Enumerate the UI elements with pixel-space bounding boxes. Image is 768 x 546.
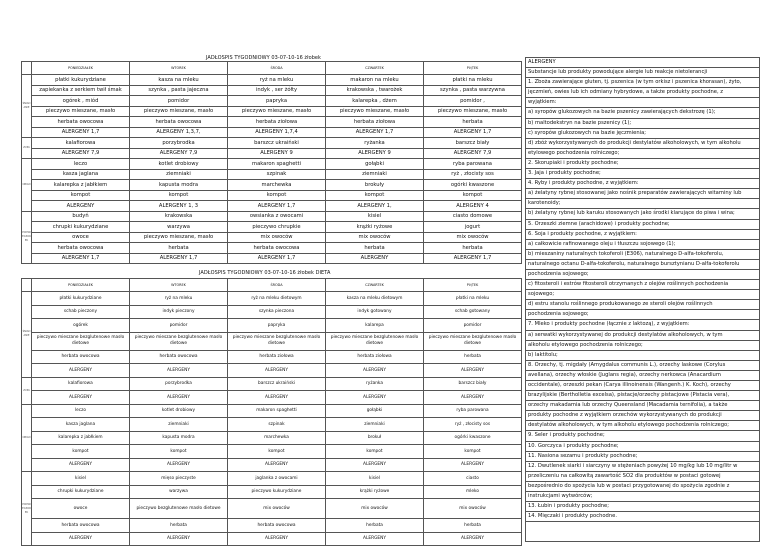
menu-cell: pieczywo mieszane, masło <box>424 106 522 117</box>
allergen-line: orzechy makadamia lub orzechy Queensland (Macadamia ternifolia), a także <box>526 401 759 411</box>
allergen-line: 14. Mięczaki i produkty pochodne. <box>526 512 759 522</box>
allergen-line: 3. Jaja i produkty pochodne; <box>526 169 759 179</box>
menu-cell: kompot <box>32 445 130 459</box>
menu-row <box>22 148 522 159</box>
day-header: PONIEDZIAŁEK <box>32 62 130 75</box>
allergen-cell: ALERGENY 1,3,7, <box>130 127 228 138</box>
menu-row <box>22 292 522 306</box>
menu-row <box>22 519 522 533</box>
menu-cell: pomidor <box>130 319 228 333</box>
diet-menu-table <box>21 278 522 546</box>
menu-cell: chrupki kukurydziane <box>32 485 130 499</box>
allergen-cell: ALERGENY <box>130 458 228 472</box>
allergen-cell: ALERGENY <box>228 532 326 546</box>
day-header: WTOREK <box>130 279 228 292</box>
menu-cell: ogórki kwaszone <box>424 180 522 191</box>
allergen-line: 9. Seler i produkty pochodne; <box>526 431 759 441</box>
allergen-line: d) estru stanolu roślinnego produkowanego ze steroli olejów roślinnych <box>526 300 759 310</box>
menu-cell: ryż na mleku dietowym <box>228 292 326 306</box>
allergen-line: b) maltodekstryn na bazie pszenicy (1); <box>526 119 759 129</box>
allergen-line: bezpośrednio do spożycia lub w postaci przygotowanej do spożycia zgodnie z <box>526 482 759 492</box>
diet-menu-title: JADŁOSPIS TYGODNIOWY 03-07-10-16 żłobek DIETA <box>199 270 331 276</box>
allergen-line: a) serwatki wykorzystywanej do produkcji destylatów alkoholowych, w tym <box>526 331 759 341</box>
menu-cell: kisiel <box>326 472 424 486</box>
allergen-cell: ALERGENY <box>424 532 522 546</box>
menu-cell: pieczywo bezglutenowe masło dietowe <box>130 499 228 519</box>
day-header: ŚRODA <box>228 62 326 75</box>
allergen-cell: ALERGENY 1,7 <box>130 253 228 264</box>
allergen-cell: ALERGENY <box>326 532 424 546</box>
menu-cell: ryż na mleku <box>130 292 228 306</box>
menu-cell: ciasto domowe <box>424 211 522 222</box>
menu-cell: płatki kukurydziane <box>32 75 130 86</box>
menu-row <box>22 85 522 96</box>
allergen-line: 2. Skorupiaki i produkty pochodne; <box>526 159 759 169</box>
menu-cell: porzybrodka <box>130 377 228 391</box>
menu-cell: marchewka <box>228 431 326 445</box>
menu-cell: kasza jaglana <box>32 418 130 432</box>
menu-cell: kompot <box>130 190 228 201</box>
allergen-cell: ALERGENY <box>130 391 228 405</box>
allergen-line: 7. Mleko i produkty pochodne (łącznie z laktozą), z wyjątkiem: <box>526 320 759 330</box>
menu-cell: papryka <box>228 96 326 107</box>
menu-cell: herbata owocowa <box>228 519 326 533</box>
menu-cell: herbata owocowa <box>32 117 130 128</box>
menu-row <box>22 418 522 432</box>
menu-row <box>22 532 522 546</box>
menu-cell: pieczywo kukurydziane <box>228 485 326 499</box>
menu-cell: kapusta modra <box>130 180 228 191</box>
menu-cell: marchewka <box>228 180 326 191</box>
menu-cell: krakowska , twarożek <box>326 85 424 96</box>
menu-cell: szpinak <box>228 169 326 180</box>
menu-row <box>22 96 522 107</box>
menu-cell: szynka , pasta jajeczna <box>130 85 228 96</box>
menu-cell: kompot <box>326 445 424 459</box>
day-header: CZWARTEK <box>326 279 424 292</box>
menu-cell: mięso pieczyste <box>130 472 228 486</box>
allergen-cell: ALERGENY <box>32 532 130 546</box>
menu-cell: brokuły <box>326 180 424 191</box>
allergen-cell: ALERGENY 1, <box>326 201 424 212</box>
menu-row <box>22 106 522 117</box>
allergen-line: 5. Orzeszki ziemne (arachidowe) i produkty pochodne; <box>526 220 759 230</box>
menu-cell: pieczywo mieszane bezglutenowe masło dietowe <box>228 332 326 350</box>
menu-cell: kompot <box>130 445 228 459</box>
menu-cell: warzywa <box>130 222 228 233</box>
allergen-cell: ALERGENY <box>228 364 326 378</box>
allergen-cell: ALERGENY 1, 3 <box>130 201 228 212</box>
menu-cell: indyk , ser żółty <box>228 85 326 96</box>
allergen-line: c) fitosteroli i estrów fitosteroli otrzymanych z olejów roślinnych pochodzenia <box>526 280 759 290</box>
allergen-cell: ALERGENY 7,9 <box>130 148 228 159</box>
allergen-cell: ALERGENY <box>326 391 424 405</box>
menu-cell: herbata owocowa <box>228 243 326 254</box>
menu-cell: pomidor <box>130 96 228 107</box>
menu-cell: kasza na mleku dietowym <box>326 292 424 306</box>
menu-cell: ziemniaki <box>326 418 424 432</box>
menu-cell: krążki ryżowe <box>326 485 424 499</box>
day-header: PIĄTEK <box>424 279 522 292</box>
menu-cell: herbata <box>424 243 522 254</box>
allergen-cell: ALERGENY 1,7 <box>228 253 326 264</box>
menu-row <box>22 180 522 191</box>
menu-row <box>22 485 522 499</box>
menu-cell: kalarepka , dżem <box>326 96 424 107</box>
menu-row <box>22 332 522 350</box>
menu-row <box>22 472 522 486</box>
menu-cell: herbata owocowa <box>32 350 130 364</box>
day-header-row <box>22 62 522 75</box>
allergen-cell: ALERGENY <box>326 364 424 378</box>
allergen-cell: ALERGENY <box>228 391 326 405</box>
menu-cell: herbata ziołowa <box>326 350 424 364</box>
menu-cell: krakowska <box>130 211 228 222</box>
menu-cell: mix owoców <box>228 499 326 519</box>
meal-label: PODWIECZOREK <box>22 211 32 264</box>
menu-cell: mix owoców <box>424 232 522 243</box>
menu-cell: barszcz biały <box>424 377 522 391</box>
menu-row <box>22 232 522 243</box>
menu-cell: pieczywo mieszane bezglutenowe masło dietowe <box>424 332 522 350</box>
menu-cell: kotlet drobiowy <box>130 404 228 418</box>
allergen-line: b) mieszaniny naturalnych tokoferoli (E306), naturalnego D-alfa-tokoferolu, <box>526 250 759 260</box>
meal-label: ŚNIADANIE <box>22 75 32 138</box>
menu-cell: owoce <box>32 232 130 243</box>
menu-row <box>22 445 522 459</box>
day-header: PIĄTEK <box>424 62 522 75</box>
menu-row <box>22 190 522 201</box>
menu-cell: kasza jaglana <box>32 169 130 180</box>
menu-cell: barszcz biały <box>424 138 522 149</box>
menu-cell: ogórek , miód <box>32 96 130 107</box>
allergen-cell: ALERGENY 1,7 <box>424 253 522 264</box>
menu-cell: porzybrodka <box>130 138 228 149</box>
menu-row <box>22 243 522 254</box>
allergen-line: etylowego pochodzenia rolniczego; <box>526 149 759 159</box>
menu-row <box>22 499 522 519</box>
allergen-cell: ALERGENY <box>130 364 228 378</box>
menu-cell: ciasto <box>424 472 522 486</box>
menu-cell: pomidor <box>424 319 522 333</box>
day-header-row <box>22 279 522 292</box>
menu-cell: ogórki kwaszone <box>424 431 522 445</box>
menu-cell: płatki na mleku <box>424 75 522 86</box>
menu-row <box>22 211 522 222</box>
allergen-line: c) syropów glukozowych na bazie jęczmienia; <box>526 129 759 139</box>
allergen-cell: ALERGENY <box>32 201 130 212</box>
allergen-line: b) laktitolu; <box>526 351 759 361</box>
allergen-line: sojowego; <box>526 290 759 300</box>
allergen-cell: ALERGENY 9 <box>326 148 424 159</box>
menu-row <box>22 431 522 445</box>
day-header: ŚRODA <box>228 279 326 292</box>
allergen-line: 4. Ryby i produkty pochodne, z wyjątkiem: <box>526 179 759 189</box>
menu-cell: kompot <box>424 445 522 459</box>
header-corner <box>22 62 32 75</box>
menu-row <box>22 201 522 212</box>
menu-cell: leczo <box>32 159 130 170</box>
menu-cell: ziemniaki <box>130 418 228 432</box>
allergen-cell: ALERGENY 4 <box>424 201 522 212</box>
allergen-cell: ALERGENY 1,7 <box>32 253 130 264</box>
menu-cell: ryż na mleku <box>228 75 326 86</box>
menu-row <box>22 350 522 364</box>
menu-row <box>22 117 522 128</box>
menu-cell: kompot <box>424 190 522 201</box>
menu-cell: ryba parowana <box>424 159 522 170</box>
weekly-menu-table <box>21 61 522 264</box>
menu-cell: pieczywo mieszane, masło <box>228 106 326 117</box>
menu-cell: kalarepka z jabłkiem <box>32 431 130 445</box>
menu-cell: ryżanka <box>326 138 424 149</box>
menu-cell: schab gotowany <box>424 305 522 319</box>
menu-cell: papryka <box>228 319 326 333</box>
menu-cell: gołąbki <box>326 159 424 170</box>
menu-cell: herbata <box>130 519 228 533</box>
menu-cell: pieczywo mieszane bezglutenowe masło dietowe <box>32 332 130 350</box>
menu-cell: leczo <box>32 404 130 418</box>
allergen-line: b) żelatyny rybnej lub karuku stosowanych jako środki klarujące do piwa i wina; <box>526 209 759 219</box>
meal-label: OBIAD <box>22 159 32 212</box>
day-header: WTOREK <box>130 62 228 75</box>
allergen-cell: ALERGENY <box>32 364 130 378</box>
menu-row <box>22 319 522 333</box>
allergen-cell: ALERGENY 1,7 <box>32 127 130 138</box>
menu-cell: jaglanka z owocami <box>228 472 326 486</box>
menu-cell: pieczywo mieszane, masło <box>32 106 130 117</box>
menu-cell: makaron spaghetti <box>228 159 326 170</box>
menu-cell: ziemniaki <box>326 169 424 180</box>
menu-cell: płatki na mleku <box>424 292 522 306</box>
menu-row <box>22 75 522 86</box>
menu-cell: szynka pieczona <box>228 305 326 319</box>
menu-cell: makaron na mleku <box>326 75 424 86</box>
meal-label: OBIAD <box>22 404 32 472</box>
allergen-line: d) zbóż wykorzystywanych do produkcji destylatów alkoholowych, w tym alkoholu <box>526 139 759 149</box>
menu-cell: pomidor , <box>424 96 522 107</box>
menu-cell: ogórek <box>32 319 130 333</box>
allergen-line: naturalnego octanu D-alfa-tokoferolu, naturalnego bursztynianu D-alfa-tokoferolu <box>526 260 759 270</box>
allergen-line: produkty pochodne z wyjątkiem orzechów wykorzystywanych do produkcji <box>526 411 759 421</box>
menu-cell: herbata <box>424 117 522 128</box>
allergen-cell: ALERGENY 1,7 <box>326 127 424 138</box>
allergen-cell: ALERGENY 7,9 <box>424 148 522 159</box>
allergen-line: 1. Zboża zawierające gluten, tj. pszenica (w tym orkisz i pszenica khorasan), żyto, <box>526 78 759 88</box>
allergen-line: pochodzenia sojowego; <box>526 310 759 320</box>
allergen-cell: ALERGENY 1,7 <box>228 201 326 212</box>
menu-cell: herbata <box>326 519 424 533</box>
allergen-line: Substancje lub produkty powodujące alergie lub reakcje nietolerancji <box>526 68 759 78</box>
menu-row <box>22 127 522 138</box>
menu-cell: mix owoców <box>228 232 326 243</box>
menu-cell: kompot <box>32 190 130 201</box>
menu-cell: owoce <box>32 499 130 519</box>
allergen-cell: ALERGENY <box>32 391 130 405</box>
menu-cell: chrupki kukurydziane <box>32 222 130 233</box>
menu-cell: ryba parowana <box>424 404 522 418</box>
menu-cell: kapusta modra <box>130 431 228 445</box>
menu-row <box>22 159 522 170</box>
allergen-line: a) całkowicie rafinowanego oleju i tłuszczu sojowego (1); <box>526 240 759 250</box>
menu-cell: indyk gotowany <box>326 305 424 319</box>
allergen-line: occidentale), orzeszki pekan (Carya illinoinensis (Wangenh.) K. Koch), orzechy <box>526 381 759 391</box>
menu-cell: ryż , złocisty sos <box>424 418 522 432</box>
allergen-cell: ALERGENY 9 <box>228 148 326 159</box>
menu-cell: herbata <box>424 350 522 364</box>
allergen-line: pochodzenia sojowego; <box>526 270 759 280</box>
menu-cell: indyk pieczony <box>130 305 228 319</box>
allergen-line: 6. Soja i produkty pochodne, z wyjątkiem: <box>526 230 759 240</box>
allergen-line: a) żelatyny rybnej stosowanej jako nośnik preparatów zawierających witaminy lub <box>526 189 759 199</box>
menu-cell: ryżanka <box>326 377 424 391</box>
menu-row <box>22 222 522 233</box>
menu-cell: mix owoców <box>326 232 424 243</box>
menu-cell: pieczywo mieszane bezglutenowe masło dietowe <box>130 332 228 350</box>
menu-cell: szpinak <box>228 418 326 432</box>
allergen-line: a) syropów glukozowych na bazie pszenicy zawierających dekstrozę (1); <box>526 108 759 118</box>
menu-cell: pieczywo mieszane, masło <box>130 232 228 243</box>
menu-title: JADŁOSPIS TYGODNIOWY 03-07-10-16 żłobek <box>206 55 321 61</box>
menu-cell: szynka , pasta warzywna <box>424 85 522 96</box>
menu-cell: gołąbki <box>326 404 424 418</box>
allergen-line: 11. Nasiona sezamu i produkty pochodne; <box>526 452 759 462</box>
allergen-cell: ALERGENY <box>326 458 424 472</box>
allergen-line: destylatów alkoholowych, w tym alkoholu etylowego pochodzenia rolniczego; <box>526 421 759 431</box>
meal-label: ŚNIADANIE <box>22 292 32 378</box>
menu-cell: herbata <box>424 519 522 533</box>
menu-row <box>22 377 522 391</box>
menu-cell: herbata owocowa <box>130 350 228 364</box>
menu-cell: kalafiorowa <box>32 377 130 391</box>
allergen-cell: ALERGENY <box>326 253 424 264</box>
allergen-cell: ALERGENY <box>130 532 228 546</box>
menu-row <box>22 253 522 264</box>
allergen-line: 12. Dwutlenek siarki i siarczyny w stężeniach powyżej 10 mg/kg lub 10 mg/litr w <box>526 462 759 472</box>
allergen-cell: ALERGENY <box>32 458 130 472</box>
menu-cell: krążki ryżowe <box>326 222 424 233</box>
allergen-cell: ALERGENY 1,7,4 <box>228 127 326 138</box>
menu-cell: kompot <box>228 445 326 459</box>
allergen-line: przeliczeniu na całkowitą zawartość SO2 dla produktów w postaci gotowej <box>526 472 759 482</box>
menu-cell: herbata owocowa <box>32 243 130 254</box>
menu-row <box>22 138 522 149</box>
menu-cell: mix owoców <box>326 499 424 519</box>
meal-label: PODWIECZOREK <box>22 472 32 546</box>
menu-row <box>22 169 522 180</box>
allergen-line: 8. Orzechy, tj. migdały (Amygdalus communis L.), orzechy laskowe (Corylus <box>526 361 759 371</box>
allergen-line: instrukcjami wytwórców; <box>526 492 759 502</box>
menu-cell: herbata owocowa <box>32 519 130 533</box>
allergen-cell: ALERGENY 7,9 <box>32 148 130 159</box>
menu-cell: płatki kukurydziane <box>32 292 130 306</box>
allergen-line: brazylijskie (Bertholletia excelsa), pistacje/orzechy pistacjowe (Pistacia vera), <box>526 391 759 401</box>
allergen-line: 13. Łubin i produkty pochodne; <box>526 502 759 512</box>
menu-cell: pieczywo mieszane, masło <box>130 106 228 117</box>
allergen-cell: ALERGENY 1,7 <box>424 127 522 138</box>
menu-cell: kalarepka z jabłkiem <box>32 180 130 191</box>
meal-label: ZUPA <box>22 377 32 404</box>
allergen-heading: ALERGENY <box>526 58 759 68</box>
menu-cell: kalarepa <box>326 319 424 333</box>
menu-cell: budyń <box>32 211 130 222</box>
allergen-line: jęczmień, owies lub ich odmiany hybrydowe, a także produkty pochodne, z <box>526 88 759 98</box>
menu-cell: herbata ziołowa <box>326 117 424 128</box>
menu-cell: ziemniaki <box>130 169 228 180</box>
menu-cell: kompot <box>326 190 424 201</box>
menu-cell: kotlet drobiowy <box>130 159 228 170</box>
menu-cell: brokuł <box>326 431 424 445</box>
allergen-line: 10. Gorczyca i produkty pochodne; <box>526 442 759 452</box>
menu-row <box>22 391 522 405</box>
allergen-legend-panel <box>525 57 760 542</box>
menu-cell: herbata ziołowa <box>228 117 326 128</box>
menu-cell: herbata ziołowa <box>228 350 326 364</box>
allergen-line: alkoholu etylowego pochodzenia rolniczego; <box>526 341 759 351</box>
menu-cell: mix owoców <box>424 499 522 519</box>
menu-cell: pieczywo mieszane, masło <box>326 106 424 117</box>
menu-cell: owsianka z owocami <box>228 211 326 222</box>
menu-row <box>22 404 522 418</box>
menu-cell: warzywa <box>130 485 228 499</box>
menu-cell: kisiel <box>326 211 424 222</box>
menu-cell: pieczywo chrupkie <box>228 222 326 233</box>
allergen-cell: ALERGENY <box>424 458 522 472</box>
allergen-line: avellana), orzechy włoskie (Juglans regia), orzechy nerkowca (Anacardium <box>526 371 759 381</box>
day-header: PONIEDZIAŁEK <box>32 279 130 292</box>
menu-cell: barszcz ukraiński <box>228 377 326 391</box>
day-header: CZWARTEK <box>326 62 424 75</box>
meal-label: ZUPA <box>22 138 32 159</box>
menu-row <box>22 305 522 319</box>
allergen-cell: ALERGENY <box>424 364 522 378</box>
menu-cell: ryż , złocisty sos <box>424 169 522 180</box>
allergen-line: karotenoidy; <box>526 199 759 209</box>
allergen-cell: ALERGENY <box>228 458 326 472</box>
menu-cell: kalafiorowa <box>32 138 130 149</box>
menu-cell: jogurt <box>424 222 522 233</box>
menu-row <box>22 364 522 378</box>
menu-cell: makaron spaghetti <box>228 404 326 418</box>
menu-cell: herbata <box>130 243 228 254</box>
menu-cell: kompot <box>228 190 326 201</box>
menu-cell: herbata <box>326 243 424 254</box>
menu-row <box>22 458 522 472</box>
header-corner <box>22 279 32 292</box>
menu-cell: zapiekanka z serkiem twił śmak <box>32 85 130 96</box>
menu-cell: barszcz ukraiński <box>228 138 326 149</box>
menu-cell: schab pieczony <box>32 305 130 319</box>
allergen-cell: ALERGENY <box>424 391 522 405</box>
menu-cell: kisiel <box>32 472 130 486</box>
menu-cell: herbata owocowa <box>130 117 228 128</box>
menu-cell: pieczywo mieszane bezglutenowe masło dietowe <box>326 332 424 350</box>
allergen-line: wyjątkiem: <box>526 98 759 108</box>
menu-cell: kasza na mleku <box>130 75 228 86</box>
menu-cell: mleko <box>424 485 522 499</box>
